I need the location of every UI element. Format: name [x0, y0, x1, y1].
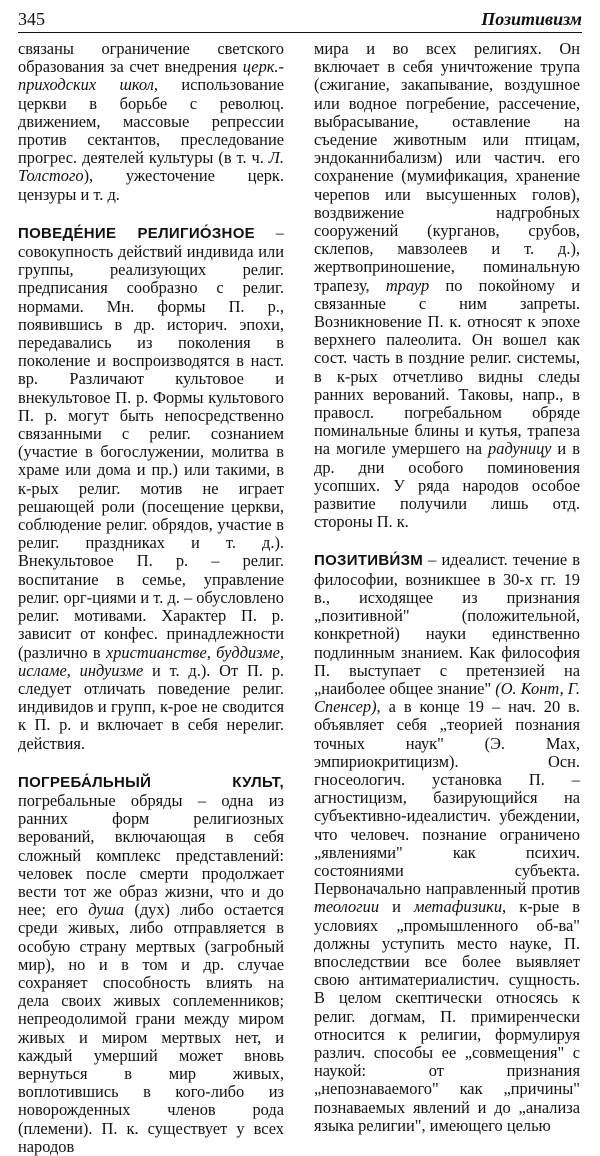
text-run: и в др. дни особого поминовения усопших. У ряда народов особое развитие получили лишь отд. стороны П. к.: [314, 439, 580, 532]
text-run: – совокупность действий индивида или группы, реализующих религ. предписания сообразно с религ. нормами. Мн. формы П. р., появившись в др. историч. эпохи, передавались из поколения в поколение и воспроизводятся в наст. вр. Различают культовое и внекультовое П. р. Формы культового П. р. могут быть непосредственно связанными с религ. сознанием (участие в богослужении, молитва в храме или дома и пр.) или такими, в к-рых религ. мотив не играет решающей роли (посещение церкви, соблюдение религ. обрядов, участие в религ. праздниках и т. д.). Внекультовое П. р. – религ. воспитание в семье, управление религ. орг-циями и т. д. – обусловлено религ. мотивами. Характер П. р. зависит от конфес. принадлежности (различно в: [18, 222, 284, 662]
text-run: погребальные обряды – одна из ранних форм религиозных верований, включающая в себя сложный комплекс представлений: человек после смерти продолжает вести тот же образ жизни, что и до нее; его: [18, 790, 284, 920]
italic-reference: церк.-приходских школ,: [18, 57, 284, 95]
left-column: [18, 39, 284, 1156]
right-column: [314, 39, 580, 1135]
italic-reference: (О. Конт, Г. Спенсер): [314, 678, 580, 717]
text-run: использование церкви в борьбе с революц. движением, массовые репрессии против сектантов, преследование прогрес. деятелей культуры (в т. ч.: [18, 75, 284, 168]
continued-entry-text: [314, 40, 580, 531]
page-header: [18, 8, 582, 33]
text-run: по покойному и связанные с ним запреты. Возникновение П. к. относят к эпохе верхнего палеолита. Он вошел как сост. часть в поздние религ. системы, в к-рых отчетливо видны следы ранних верований. Таковы, напр., в правосл. погребальном обряде поминальные блины и кутья, трапеза на могиле умершего на: [314, 275, 580, 459]
italic-reference: христианстве, буддизме, исламе, индуизме: [18, 642, 284, 680]
text-run: и: [379, 897, 414, 917]
italic-reference: метафизики: [414, 897, 503, 917]
italic-reference: Л. Толстого: [18, 148, 284, 186]
continued-entry-text: [18, 40, 284, 204]
entry-headword: ПОВЕДЕ́НИЕ РЕЛИГИО́ЗНОЕ: [18, 224, 255, 242]
entry-povedenie-religioznoe: [18, 224, 284, 753]
text-run: , к-рые в условиях „промышленного об-ва" должны уступить место науке, П. впоследствии все более выявляет свою антиматериалистич. сущность. В целом скептически относясь к религ. догмам, П. примиренчески относится к религии, формулируя различ. способы ее „совмещения" с наукой: от признания „непознаваемого" как „причины" познаваемых явлений и до „анализа языка религии", имеющего целью: [314, 897, 580, 1135]
entry-pozitivizm: [314, 551, 580, 1135]
text-run: мира и во всех религиях. Он включает в себя уничтожение трупа (сжигание, закапывание, воздушное или водное погребение, рассечение, выбрасывание, оставление на съедение животным или птицам, эндоканнибализм) или частич. его сохранение (мумификация, хранение черепов или высушенных голов), воздвижение надгробных сооружений (курганов, срубов, склепов, мавзолеев и т. д.), жертвоприношение, поминальную трапезу,: [314, 39, 580, 295]
text-run: (дух) либо остается среди живых, либо отправляется в особую страну мертвых (загробный мир), но и в том и др. случае сохраняет способность влиять на дела своих живых соплеменников; непреодолимой грани между миром живых и миром мертвых нет, и каждый умерший может вновь вернуться в мир живых, воплотившись в кого-либо из новорожденных членов рода (племени). П. к. существует у всех народов: [18, 900, 284, 1156]
italic-reference: траур: [385, 275, 430, 295]
text-run: и т. д.). От П. р. следует отличать поведение религ. индивидов и групп, к-рое не сводится к П. р. и включает в себя нерелиг. действия.: [18, 660, 284, 753]
italic-reference: душа: [88, 900, 125, 920]
running-head: Позитивизм: [481, 9, 582, 29]
text-run: ), ужесточение церк. цензуры и т. д.: [18, 166, 284, 204]
entry-headword: ПОЗИТИВИ́ЗМ: [314, 552, 424, 570]
entry-headword: ПОГРЕБА́ЛЬНЫЙ КУЛЬТ,: [18, 773, 284, 791]
text-run: , а в конце 19 – нач. 20 в. объявляет себя „теорией познания точных наук" (Э. Мах, эмпириокритицизм). Осн. гносеологич. установка П. – агностицизм, базирующийся на субъективно-идеалистич. убеждении, что человеч. познание ограничено „явлениями" как психич. состояниями субъекта. Первоначально направленный против: [314, 697, 580, 899]
italic-reference: радуницу: [488, 439, 552, 459]
page-number: 345: [18, 9, 45, 29]
text-run: связаны ограничение светского образования за счет внедрения: [18, 39, 284, 77]
text-run: – идеалист. течение в философии, возникшее в 30-х гг. 19 в., исходящее из признания „позитивной" (положительной, конкретной) науки единственно подлинным знанием. Как философия П. выступает с претензией на „наиболее общее знание": [314, 550, 580, 698]
entry-pogrebalny-kult: [18, 773, 284, 1156]
italic-reference: теологии: [314, 897, 380, 917]
